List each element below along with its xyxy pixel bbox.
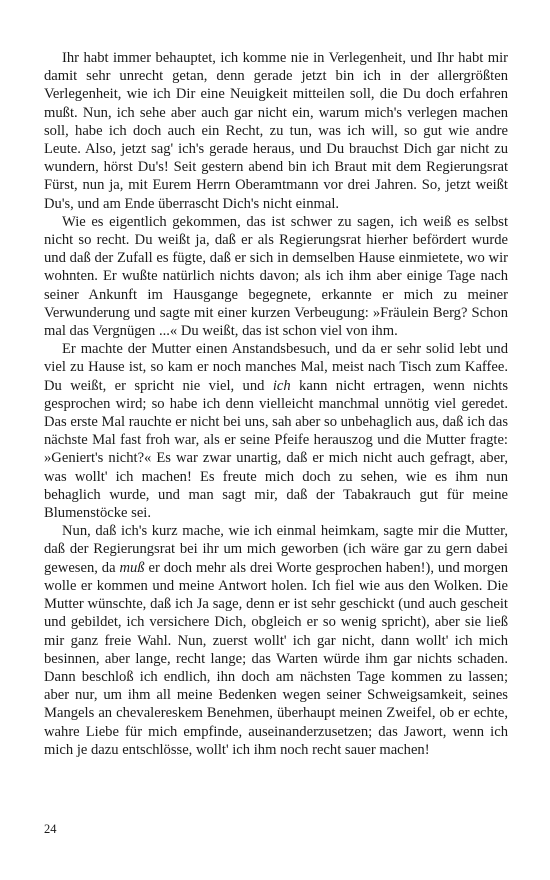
body-text — [44, 49, 508, 759]
emphasized-text: muß — [119, 559, 145, 576]
text-run: Ihr habt immer behauptet, ich komme nie in Verlegenheit, und Ihr habt mir damit sehr unrecht getan, denn gerade jetzt bin ich in der allergrößten Verlegenheit, wie ich Dir eine Neuigkeit mitteilen soll, die Du doch erfahren mußt. Nun, ich sehe aber auch gar nicht ein, warum mich's verlegen machen soll, habe ich doch auch ein Recht, zu tun, was ich will, so gut wie andre Leute. Also, jetzt sag' ich's gerade heraus, und Du brauchst Dich gar nicht zu wundern, hörst Du's! Seit gestern abend bin ich Braut mit dem Regierungsrat Fürst, nun ja, mit Eurem Herrn Oberamtmann vor drei Jahren. So, jetzt weißt Du's, und am Ende überrascht Dich's nicht einmal. — [44, 50, 508, 212]
text-run: er doch mehr als drei Worte gesprochen haben!), und morgen wolle er kommen und meine Antwort holen. Ich fiel wie aus den Wolken. Die Mutter wünschte, daß ich Ja sage, denn er ist sehr geschickt (und auch gescheit und gebildet, ich versichere Dich, obgleich er so wenig spricht), aber sie ließ mir ganz freie Wahl. Nun, zuerst wollt' ich gar nicht, dann wollt' ich mich besinnen, aber lange, recht lange; das Warten würde ihm gar nichts schaden. Dann beschloß ich endlich, ihn doch am nächsten Tage kommen zu lassen; aber nur, um ihm all meine Bedenken wegen seiner Schweigsamkeit, seines Mangels an chevalereskem Benehmen, überhaupt meinen Zweifel, ob er echte, wahre Liebe für mich empfinde, auseinanderzusetzen; das Jawort, wenn ich mich je dazu entschlösse, wollt' ich ihm noch recht sauer machen! — [44, 559, 508, 758]
page-number: 24 — [44, 822, 57, 836]
paragraph — [44, 340, 508, 522]
paragraph — [44, 49, 508, 213]
text-run: Er machte der Mutter einen Anstandsbesuch, und da er sehr solid lebt und viel zu Hause ist, so kam er noch manches Mal, meist nach Tisch zum Kaffee. Du weißt, er spricht nie viel, und — [44, 341, 508, 394]
text-run: Nun, daß ich's kurz mache, wie ich einmal heimkam, sagte mir die Mutter, daß der Regierungsrat bei ihr um mich geworben (ich wäre gar zu gern dabei gewesen, da — [44, 523, 508, 576]
emphasized-text: ich — [272, 377, 291, 394]
paragraph — [44, 522, 508, 759]
text-run: Wie es eigentlich gekommen, das ist schwer zu sagen, ich weiß es selbst nicht so recht. Du weißt ja, daß er als Regierungsrat hierher befördert wurde und daß der Zufall es fügte, daß er sich in demselben Hause einmietete, wo wir wohnten. Er wußte natürlich nichts davon; als ich ihm aber einige Tage nach seiner Ankunft im Hausgange begegnete, erkannte er mich zu meiner Verwunderung und sagte mit einer kurzen Verbeugung: »Fräulein Berg? Schon mal das Vergnügen ...« Du weißt, das ist schon viel von ihm. — [44, 213, 508, 340]
text-run: kann nicht ertragen, wenn nichts gesprochen wird; so habe ich denn vielleicht manchmal unnötig viel geredet. Das erste Mal rauchte er nicht bei uns, sah aber so unbehaglich aus, daß ich das nächste Mal fast froh war, als er seine Pfeife herauszog und die Mutter fragte: »Geniert's nicht?« Es war zwar unartig, daß er mich nicht auch gefragt, aber, was wollt' ich machen! Es freute mich doch zu sehen, wie es ihm nun behaglich wurde, und man sagt mir, daß der Tabakrauch gut für meine Blumenstöcke sei. — [44, 377, 509, 522]
paragraph — [44, 213, 508, 340]
